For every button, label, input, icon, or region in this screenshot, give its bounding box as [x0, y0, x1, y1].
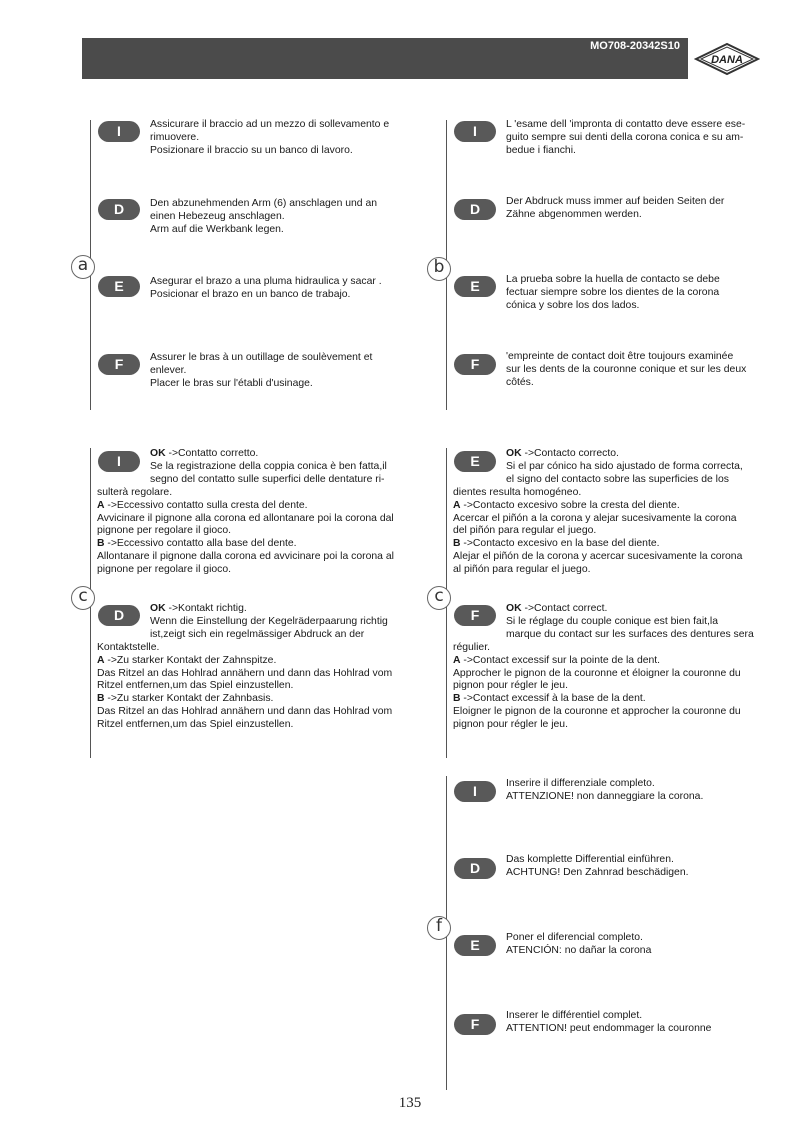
step-marker-f: f — [427, 916, 451, 940]
document-code: MO708-20342S10 — [590, 40, 680, 52]
instruction-a-spanish: Asegurar el brazo a una pluma hidraulica y sacar . Posicionar el brazo en un banco de trabajo. — [150, 276, 382, 300]
step-marker-a: a — [71, 255, 95, 279]
step-marker-c-left: c — [71, 586, 95, 610]
instruction-c-french: OK ->Contact correct. Si le réglage du couple conique est bien fait,la marque du contact sur les surfaces des dentures sera régulier. A ->Contact excessif sur la pointe de la dent. Approcher le pignon de la couronne et éloigner la couronne du pignon pour régler le jeu. B ->Contact excessif à la base de la dent. Eloigner le pignon de la couronne et approcher la couronne du pignon pour régler le jeu. — [453, 603, 754, 731]
lang-badge-german: D — [454, 858, 496, 879]
lang-badge-spanish: E — [454, 276, 496, 297]
lang-badge-spanish: E — [98, 276, 140, 297]
instruction-f-spanish: Poner el diferencial completo. ATENCIÓN: no dañar la corona — [506, 932, 652, 956]
instruction-a-german: Den abzunehmenden Arm (6) anschlagen und an einen Hebezeug anschlagen. Arm auf die Werkbank legen. — [150, 198, 378, 235]
lang-badge-italian: I — [98, 121, 140, 142]
instruction-c-italian: OK ->Contatto corretto. Se la registrazione della coppia conica è ben fatta,il segno del contatto sulle superfici delle dentature ri- sulterà regolare. A ->Eccessivo contatto sulla cresta del dente. Avvicinare il pignone alla corona ed allontanare poi la corona dal pignone per regolare il gioco. B ->Eccessivo contatto alla base del dente. Allontanare il pignone dalla corona ed avvicinare poi la corona al pignone per regolare il gioco. — [97, 448, 394, 576]
instruction-b-spanish: La prueba sobre la huella de contacto se debe fectuar siempre sobre los dientes de la corona cónica y sobre los dos lados. — [506, 274, 720, 311]
instruction-c-spanish: OK ->Contacto correcto. Si el par cónico ha sido ajustado de forma correcta, el signo del contacto sobre las superficies de los dientes resulta homogéneo. A ->Contacto excesivo sobre la cresta del diente. Acercar el piñón a la corona y alejar sucesivamente la corona del piñón para regular el juego. B ->Contacto excesivo en la base del diente. Alejar el piñón de la corona y acercar sucesivamente la corona al piñón para regular el juego. — [453, 448, 743, 576]
lang-badge-french: F — [98, 354, 140, 375]
lang-badge-italian: I — [454, 781, 496, 802]
lang-badge-german: D — [98, 605, 140, 626]
lang-badge-french: F — [454, 1014, 496, 1035]
header-bar — [82, 38, 688, 79]
logo-text: DANA — [711, 54, 743, 66]
lang-badge-italian: I — [454, 121, 496, 142]
lang-badge-spanish: E — [454, 935, 496, 956]
step-marker-b: b — [427, 257, 451, 281]
instruction-c-german: OK ->Kontakt richtig. Wenn die Einstellung der Kegelräderpaarung richtig ist,zeigt sich ein regelmässiger Abdruck an der Kontaktstelle. A ->Zu starker Kontakt der Zahnspitze. Das Ritzel an das Hohlrad annähern und dann das Hohlrad vom Ritzel entfernen,um das Spiel einzustellen. B ->Zu starker Kontakt der Zahnbasis. Das Ritzel an das Hohlrad annähern und dann das Hohlrad vom Ritzel entfernen,um das Spiel einzustellen. — [97, 603, 393, 731]
instruction-f-italian: Inserire il differenziale completo. ATTENZIONE! non danneggiare la corona. — [506, 778, 704, 802]
lang-badge-french: F — [454, 354, 496, 375]
lang-badge-german: D — [98, 199, 140, 220]
lang-badge-italian: I — [98, 451, 140, 472]
instruction-a-french: Assurer le bras à un outillage de soulèvement et enlever. Placer le bras sur l'établi d'usinage. — [150, 352, 373, 389]
instruction-b-italian: L 'esame dell 'impronta di contatto deve essere ese- guito sempre sui denti della corona conica e su am- bedue i fianchi. — [506, 119, 746, 156]
instruction-a-italian: Assicurare il braccio ad un mezzo di sollevamento e rimuovere. Posizionare il braccio su un banco di lavoro. — [150, 119, 390, 156]
page-number: 135 — [398, 1095, 422, 1111]
instruction-b-french: 'empreinte de contact doit être toujours examinée sur les dents de la couronne conique et sur les deux côtés. — [506, 351, 747, 388]
instruction-f-french: Inserer le différentiel complet. ATTENTION! peut endommager la couronne — [506, 1010, 712, 1034]
lang-badge-french: F — [454, 605, 496, 626]
lang-badge-spanish: E — [454, 451, 496, 472]
instruction-f-german: Das komplette Differential einführen. ACHTUNG! Den Zahnrad beschädigen. — [506, 854, 689, 878]
instruction-b-german: Der Abdruck muss immer auf beiden Seiten der Zähne abgenommen werden. — [506, 196, 725, 220]
dana-logo — [694, 42, 760, 76]
lang-badge-german: D — [454, 199, 496, 220]
step-marker-c-right: c — [427, 586, 451, 610]
